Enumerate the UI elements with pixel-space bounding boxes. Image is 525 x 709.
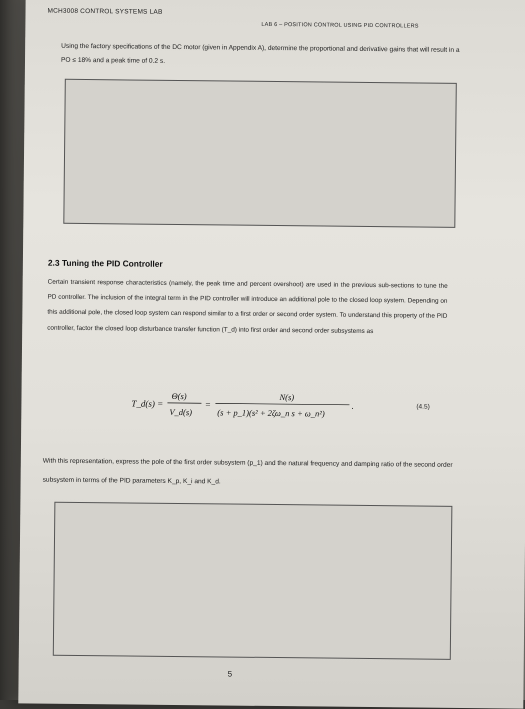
equation-den1: V_d(s) [169,407,192,417]
lab-header: LAB 6 – POSITION CONTROL USING PID CONTROLLERS [261,22,418,30]
equation-lhs: T_d(s) = [131,399,163,409]
course-header: MCH3008 CONTROL SYSTEMS LAB [47,8,162,16]
answer-box-2 [53,502,453,660]
equation-period: . [351,401,353,411]
question-paragraph: With this representation, express the pole of the first order subsystem (p_1) and the natural frequency and damping ratio of the second order subsystem in terms of the PID parameters K_p, K_i and K_d. [43,452,453,494]
equation-num1: Θ(s) [171,391,186,401]
equals-sign: = [205,399,210,409]
equation-number: (4.5) [416,403,429,410]
answer-box-1 [63,79,456,228]
section-heading: 2.3 Tuning the PID Controller [48,258,163,269]
intro-paragraph: Using the factory specifications of the DC motor (given in Appendix A), determine the proportional and derivative gains that will result in a PO ≤ 18% and a peak time of 0.2 s. [61,40,461,72]
equation-num2: N(s) [278,392,294,402]
fraction-bar-2 [215,403,349,404]
paper-sheet [18,0,525,709]
page-number: 5 [228,670,233,679]
equation-den2: (s + p_1)(s² + 2ζω_n s + ω_n²) [217,407,325,418]
section-paragraph: Certain transient response characteristics (namely, the peak time and percent overshoot) are used in the previous sub-sections to tune the PD controller. The inclusion of the integral term in the PID controller will introduce an additional pole to the closed loop system. Depending on this additional pole, the closed loop system can respond similar to a first order or second order system. To understand this property of the PID controller, factor the closed loop disturbance transfer function (T_d) into first order and second order subsystems as [47,275,448,340]
transfer-function-equation [131,385,441,426]
